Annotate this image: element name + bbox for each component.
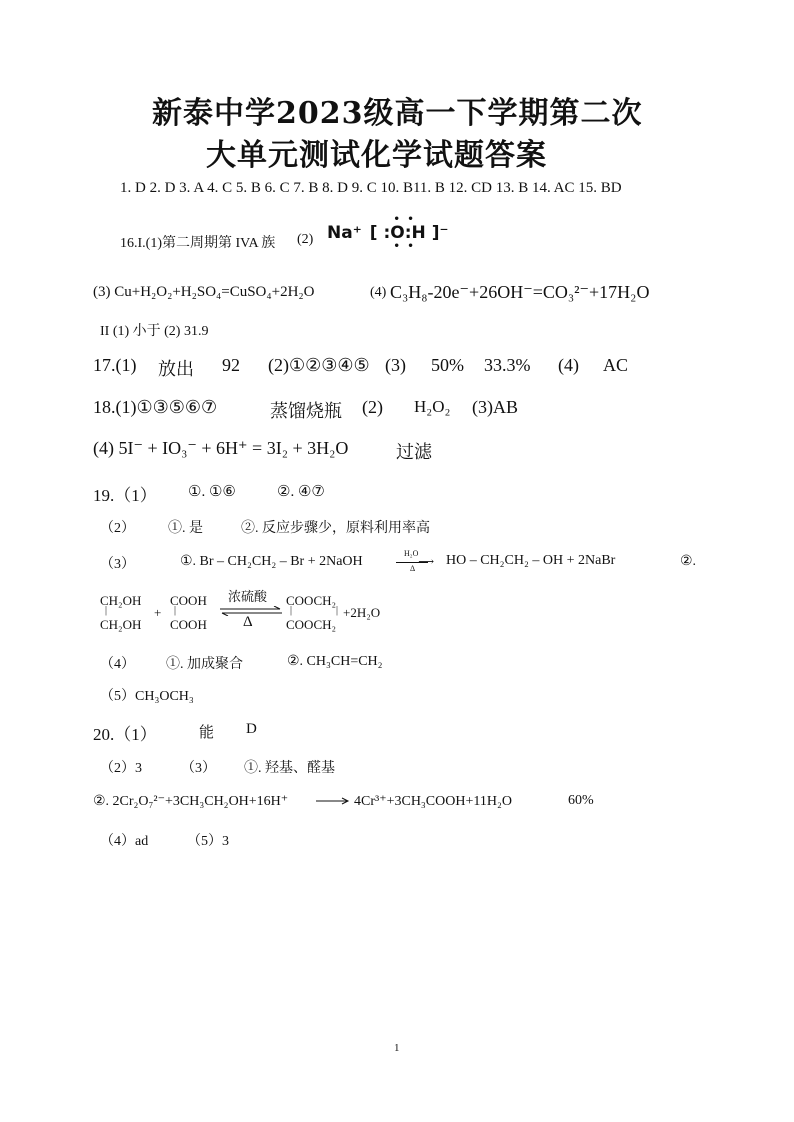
heat-symbol: Δ bbox=[243, 614, 253, 630]
plus-sign: + bbox=[154, 605, 162, 620]
title-line-1: 新泰中学2023级高一下学期第二次 bbox=[152, 96, 643, 131]
q17-answer-1: 放出 bbox=[158, 359, 194, 379]
q17-answer-6: 33.3% bbox=[484, 355, 531, 375]
q18-ionic-equation: (4) 5I⁻ + IO₃⁻ + 6H⁺ = 3I₂ + 3H₂O bbox=[93, 438, 349, 458]
q17-answer-3: (2)①②③④⑤ bbox=[268, 355, 370, 375]
glycol-top: CH₂OH bbox=[100, 593, 142, 608]
q19-part3-label: （3） bbox=[100, 557, 135, 572]
q19-part3-equation-right: HO – CH₂CH₂ – OH + 2NaBr bbox=[446, 553, 616, 568]
q20-part3-a: ①. 羟基、醛基 bbox=[244, 761, 335, 776]
arrow-head-icon: ⟶ bbox=[418, 556, 434, 569]
q20-part5: （5）3 bbox=[187, 834, 229, 849]
q20-part3-label: （3） bbox=[181, 761, 216, 776]
q17-answer-4: (3) bbox=[385, 355, 406, 375]
esterification-equation bbox=[100, 589, 400, 640]
q19-label: 19.（1） bbox=[93, 486, 157, 505]
q19-part3-equation-left: ①. Br – CH₂CH₂ – Br + 2NaOH bbox=[180, 554, 363, 569]
bond-line-icon: | bbox=[336, 605, 339, 616]
glycol-bottom: CH₂OH bbox=[100, 617, 142, 632]
q17-answer-8: AC bbox=[603, 355, 629, 375]
q18-answer-2: (2) bbox=[362, 397, 383, 417]
q16-part4-label: (4) bbox=[370, 285, 387, 300]
q20-answer-2: D bbox=[246, 721, 257, 737]
sodium-ion: Na⁺ bbox=[327, 223, 362, 243]
q18-answer-1: 蒸馏烧瓶 bbox=[270, 401, 342, 421]
oxalic-acid-top: COOH bbox=[170, 593, 207, 608]
oxalic-acid-bottom: COOH bbox=[170, 617, 207, 632]
q20-part2: （2）3 bbox=[100, 761, 142, 776]
catalyst-label: 浓硫酸 bbox=[228, 589, 268, 604]
q17-answer-7: (4) bbox=[558, 355, 579, 375]
q19-part2-b: ②. 反应步骤少，原料利用率高 bbox=[241, 521, 430, 536]
q19-part1-b: ②. ④⑦ bbox=[277, 484, 325, 500]
q16-part4-equation: C₃H₈-20e⁻+26OH⁻=CO₃²⁻+17H₂O bbox=[390, 282, 650, 302]
q16-part2-label: (2) bbox=[297, 232, 314, 247]
mc-answers: 1. D 2. D 3. A 4. C 5. B 6. C 7. B 8. D 9. C 10. B11. B 12. CD 13. B 14. AC 15. BD bbox=[120, 180, 622, 196]
page-number: 1 bbox=[394, 1042, 400, 1054]
water-product: +2H₂O bbox=[343, 605, 381, 620]
reaction-arrow bbox=[396, 549, 434, 574]
q18-answer-3: H₂O₂ bbox=[414, 397, 451, 416]
q20-part4: （4）ad bbox=[100, 834, 149, 849]
bracket-open: [ bbox=[369, 223, 378, 243]
q16-part-ii: II (1) 小于 (2) 31.9 bbox=[100, 324, 209, 339]
q17-label: 17.(1) bbox=[93, 355, 137, 375]
q16-part3: (3) Cu+H₂O₂+H₂SO₄=CuSO₄+2H₂O bbox=[93, 284, 315, 300]
q20-part3-b-right: 4Cr³⁺+3CH₃COOH+11H₂O bbox=[354, 794, 512, 809]
title-line-2: 大单元测试化学试题答案 bbox=[206, 138, 547, 173]
ester-bottom: COOCH₂ bbox=[286, 617, 337, 632]
q16-part1: 16.I.(1)第二周期第 IVA 族 bbox=[120, 236, 276, 251]
q17-answer-2: 92 bbox=[222, 355, 240, 375]
hydroxide-group: • • :O:H • • bbox=[383, 214, 426, 252]
q18-separation-method: 过滤 bbox=[396, 442, 432, 462]
q19-part1-a: ①. ①⑥ bbox=[188, 484, 236, 500]
q19-part4-b: ②. CH₃CH=CH₂ bbox=[287, 654, 383, 669]
dot-top-icon: • • bbox=[393, 214, 416, 225]
bracket-close: ]⁻ bbox=[431, 223, 449, 243]
q19-part2-a: ①. 是 bbox=[168, 521, 203, 536]
q20-answer-1: 能 bbox=[199, 725, 215, 741]
q19-part4-label: （4） bbox=[100, 657, 135, 672]
q17-answer-5: 50% bbox=[431, 355, 464, 375]
q19-part4-a: ①. 加成聚合 bbox=[166, 657, 243, 672]
dot-bottom-icon: • • bbox=[393, 241, 416, 252]
q18-answer-4: (3)AB bbox=[472, 397, 518, 417]
q20-part3-b-answer: 60% bbox=[568, 793, 594, 808]
arrow-condition-bottom: Δ bbox=[410, 564, 416, 574]
bond-line-icon: | bbox=[174, 605, 177, 616]
q19-part5: （5）CH₃OCH₃ bbox=[100, 689, 194, 704]
q18-label: 18.(1)①③⑤⑥⑦ bbox=[93, 397, 218, 417]
bond-line-icon: | bbox=[105, 605, 108, 616]
bond-line-icon: | bbox=[290, 605, 293, 616]
ester-top: COOCH₂ bbox=[286, 593, 337, 608]
q19-part3-b-label: ②. bbox=[680, 554, 697, 569]
q20-reaction-arrow-icon bbox=[316, 794, 350, 813]
q20-part3-b-left: ②. 2Cr₂O₇²⁻+3CH₃CH₂OH+16H⁺ bbox=[93, 794, 289, 809]
q19-part2-label: （2） bbox=[100, 521, 135, 536]
electron-dot-structure bbox=[327, 214, 449, 259]
q20-label: 20.（1） bbox=[93, 725, 157, 744]
arrow-condition-top: H₂O bbox=[404, 549, 419, 559]
